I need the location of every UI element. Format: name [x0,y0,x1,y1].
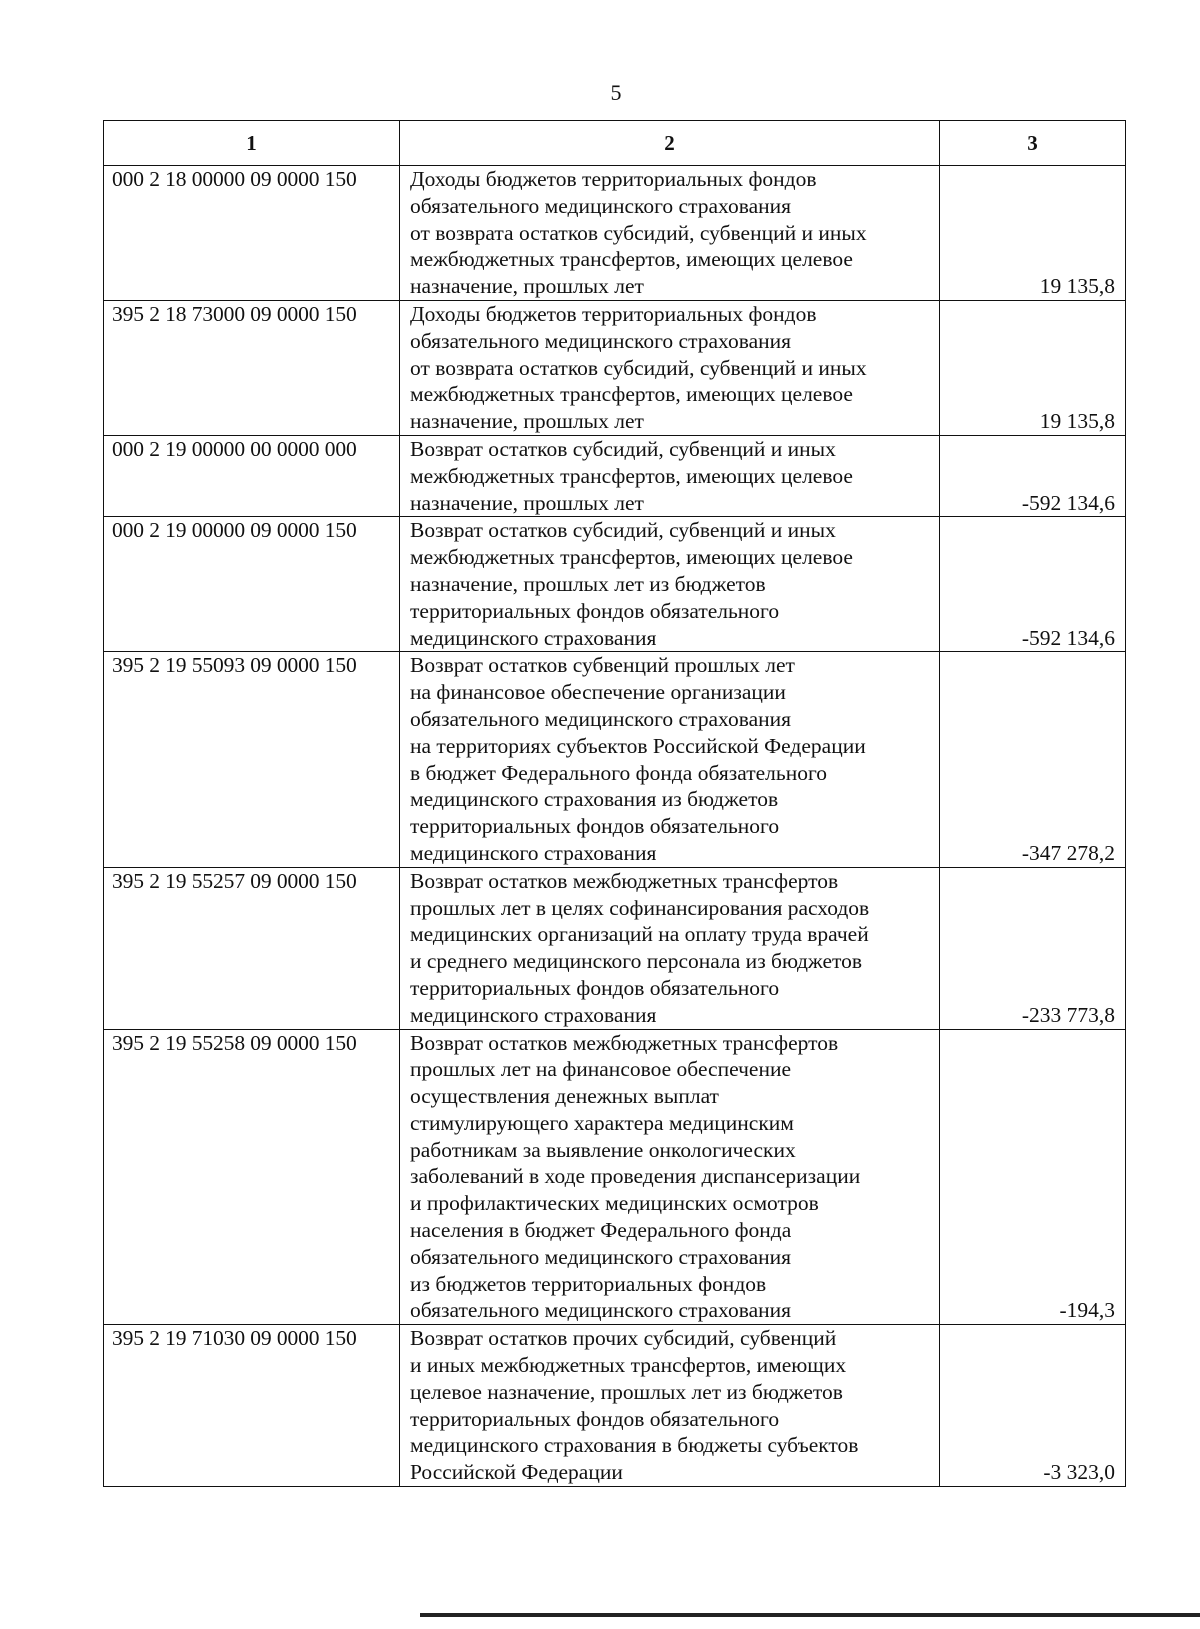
column-header-amount: 3 [940,121,1126,166]
page-number: 5 [610,80,622,105]
amount-cell: -347 278,2 [940,652,1126,867]
description-line: назначение, прошлых лет [410,409,644,434]
table-row [104,1325,1126,1487]
description-line: прошлых лет в целях софинансирования расходов [410,895,870,920]
description-cell [400,867,940,1029]
table-header-row [104,121,1126,166]
description-line: территориальных фондов обязательного [410,598,780,623]
budget-code-cell: 395 2 19 71030 09 0000 150 [104,1325,400,1487]
column-header-description: 2 [400,121,940,166]
description-line: обязательного медицинского страхования [410,1298,792,1323]
budget-code-cell: 395 2 18 73000 09 0000 150 [104,300,400,435]
table-row [104,166,1126,301]
description-line: в бюджет Федерального фонда обязательного [410,760,827,785]
description-line: на территориях субъектов Российской Федерации [410,733,866,758]
description-line: Возврат остатков субвенций прошлых лет [410,653,795,678]
description-line: прошлых лет на финансовое обеспечение [410,1057,791,1082]
description-line: межбюджетных трансфертов, имеющих целевое [410,247,853,272]
description-line: медицинского страхования [410,1002,657,1027]
description-line: от возврата остатков субсидий, субвенций и иных [410,355,867,380]
description-line: стимулирующего характера медицинским [410,1110,794,1135]
bottom-rule [420,1613,1200,1617]
description-line: Возврат остатков межбюджетных трансфертов [410,1030,839,1055]
description-line: медицинского страхования из бюджетов [410,787,779,812]
description-cell [400,435,940,516]
description-line: назначение, прошлых лет из бюджетов [410,571,766,596]
description-line: Российской Федерации [410,1460,623,1485]
description-line: назначение, прошлых лет [410,490,644,515]
description-cell [400,652,940,867]
budget-code-cell: 395 2 19 55093 09 0000 150 [104,652,400,867]
table-row [104,1029,1126,1325]
amount-cell: 19 135,8 [940,166,1126,301]
budget-table [103,120,1126,1487]
table-row [104,300,1126,435]
description-line: работникам за выявление онкологических [410,1137,796,1162]
description-line: от возврата остатков субсидий, субвенций и иных [410,220,867,245]
description-cell [400,300,940,435]
description-line: и профилактических медицинских осмотров [410,1191,819,1216]
description-line: назначение, прошлых лет [410,274,644,299]
description-cell [400,517,940,652]
description-line: территориальных фондов обязательного [410,975,780,1000]
description-line: межбюджетных трансфертов, имеющих целевое [410,545,853,570]
description-line: Доходы бюджетов территориальных фондов [410,167,817,191]
table-row [104,652,1126,867]
description-cell [400,1029,940,1325]
budget-code-cell: 000 2 19 00000 09 0000 150 [104,517,400,652]
amount-cell: 19 135,8 [940,300,1126,435]
description-line: обязательного медицинского страхования [410,1244,792,1269]
description-line: осуществления денежных выплат [410,1084,719,1109]
table-row [104,517,1126,652]
description-line: межбюджетных трансфертов, имеющих целевое [410,382,853,407]
amount-cell: -233 773,8 [940,867,1126,1029]
description-line: обязательного медицинского страхования [410,328,792,353]
budget-code-cell: 395 2 19 55258 09 0000 150 [104,1029,400,1325]
amount-cell: -592 134,6 [940,435,1126,516]
table-row [104,867,1126,1029]
amount-cell: -3 323,0 [940,1325,1126,1487]
description-line: медицинского страхования [410,625,657,650]
description-line: медицинских организаций на оплату труда врачей [410,922,869,947]
description-line: на финансовое обеспечение организации [410,680,786,705]
description-line: медицинского страхования в бюджеты субъектов [410,1433,859,1458]
description-line: Возврат остатков субсидий, субвенций и иных [410,518,836,543]
description-line: из бюджетов территориальных фондов [410,1271,767,1296]
table-body [104,166,1126,1487]
description-cell [400,166,940,301]
column-header-code: 1 [104,121,400,166]
description-line: Возврат остатков субсидий, субвенций и иных [410,436,836,461]
amount-cell: -592 134,6 [940,517,1126,652]
description-line: заболеваний в ходе проведения диспансеризации [410,1164,861,1189]
amount-cell: -194,3 [940,1029,1126,1325]
description-line: Возврат остатков прочих субсидий, субвенций [410,1326,837,1351]
description-line: территориальных фондов обязательного [410,1406,780,1431]
table-row [104,435,1126,516]
description-line: Возврат остатков межбюджетных трансфертов [410,868,839,893]
description-line: и среднего медицинского персонала из бюджетов [410,949,863,974]
budget-code-cell: 000 2 19 00000 00 0000 000 [104,435,400,516]
description-line: медицинского страхования [410,840,657,865]
description-cell [400,1325,940,1487]
budget-code-cell: 000 2 18 00000 09 0000 150 [104,166,400,301]
description-line: обязательного медицинского страхования [410,706,792,731]
description-line: населения в бюджет Федерального фонда [410,1218,792,1243]
description-line: и иных межбюджетных трансфертов, имеющих [410,1353,847,1378]
description-line: Доходы бюджетов территориальных фондов [410,301,817,326]
description-line: межбюджетных трансфертов, имеющих целевое [410,463,853,488]
description-line: обязательного медицинского страхования [410,193,792,218]
budget-code-cell: 395 2 19 55257 09 0000 150 [104,867,400,1029]
description-line: территориальных фондов обязательного [410,814,780,839]
description-line: целевое назначение, прошлых лет из бюджетов [410,1379,843,1404]
